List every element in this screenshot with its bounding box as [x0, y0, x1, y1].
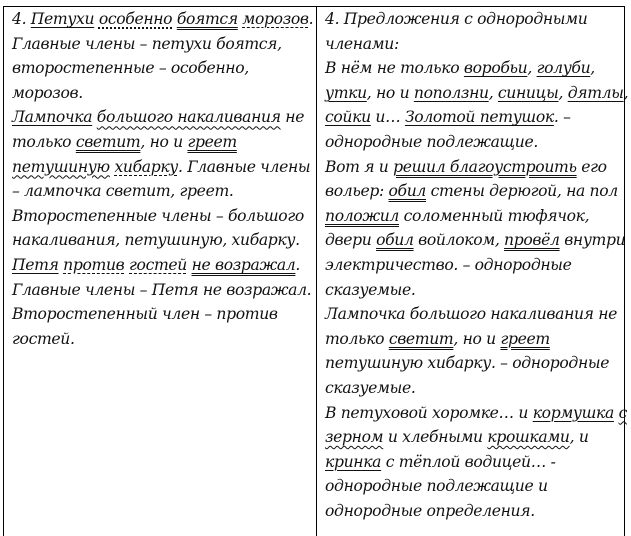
- text-line: [12, 81, 310, 106]
- text-segment: ,: [623, 83, 629, 102]
- text-segment: членами:: [325, 34, 399, 53]
- text-line: [12, 56, 310, 81]
- underlined-word: воробьи: [463, 59, 528, 78]
- text-line: [325, 105, 620, 130]
- text-line: [325, 499, 620, 524]
- underlined-word: большого накаливания: [96, 108, 281, 127]
- underlined-word: утки: [325, 83, 367, 102]
- underlined-word: с: [618, 403, 627, 422]
- text-line: [325, 425, 620, 450]
- underlined-word: Петя: [12, 255, 59, 274]
- text-line: [12, 155, 310, 180]
- text-line: [325, 179, 620, 204]
- text-line: [325, 376, 620, 401]
- underlined-word: Золотой петушок: [404, 108, 554, 127]
- text-line: [325, 56, 620, 81]
- text-segment: накаливания, петушиную, хибарку.: [12, 231, 300, 250]
- underlined-word: провёл: [504, 231, 560, 250]
- text-segment: однородные подлежащие.: [325, 132, 538, 151]
- text-line: [325, 7, 620, 32]
- text-segment: однородные подлежащие и: [325, 477, 548, 496]
- text-line: [325, 130, 620, 155]
- underlined-word: гостей: [129, 255, 187, 274]
- text-line: [325, 228, 626, 253]
- text-segment: соломенный тюфячок,: [399, 206, 590, 225]
- text-segment: 4. Предложения с однородными: [325, 10, 588, 28]
- text-segment: Второстепенный член – против: [12, 305, 278, 324]
- underlined-word: положил: [325, 206, 399, 225]
- text-segment: второстепенные – особенно,: [12, 59, 249, 78]
- text-segment: с тёплой водицей… -: [381, 452, 556, 471]
- underlined-word: греет: [187, 132, 237, 151]
- left-cell-sentence-analysis: [4, 7, 317, 536]
- text-line: [325, 155, 620, 180]
- underlined-word: сойки: [325, 108, 371, 127]
- text-segment: ,: [527, 59, 537, 78]
- text-line: [12, 179, 310, 204]
- underlined-word: крошками: [487, 428, 570, 447]
- text-line: [12, 32, 310, 57]
- text-segment: петушиную хибарку. – однородные: [325, 354, 610, 373]
- text-line: [325, 327, 620, 352]
- text-segment: электричество. – однородные: [325, 255, 572, 274]
- text-line: [12, 7, 314, 32]
- text-line: [325, 32, 620, 57]
- text-line: [325, 278, 620, 303]
- underlined-word: боятся: [176, 10, 238, 28]
- text-segment: и хлебными: [383, 428, 488, 447]
- underlined-word: дятлы: [567, 83, 624, 102]
- underlined-word: Лампочка: [12, 108, 93, 127]
- text-line: [325, 401, 627, 426]
- text-segment: вольер:: [325, 182, 389, 201]
- underlined-word: поползни: [413, 83, 489, 102]
- underlined-word: хибарку: [114, 157, 178, 176]
- underlined-word: особенно: [98, 10, 173, 28]
- text-segment: .: [295, 255, 300, 274]
- text-segment: и…: [370, 108, 405, 127]
- text-line: [325, 204, 620, 229]
- text-segment: Лампочка большого накаливания не: [325, 305, 618, 324]
- right-cell-homogeneous-members: [317, 7, 629, 536]
- text-segment: двери: [325, 231, 377, 250]
- text-segment: только: [12, 132, 76, 151]
- text-segment: – лампочка светит, греет.: [12, 182, 234, 201]
- text-line: [325, 474, 620, 499]
- text-segment: гостей.: [12, 329, 75, 348]
- text-segment: стены дерюгой, на пол: [426, 182, 618, 201]
- text-segment: .: [308, 10, 314, 28]
- underlined-word: морозов: [242, 10, 309, 28]
- text-segment: В нём не только: [325, 59, 464, 78]
- text-segment: , но и: [453, 329, 501, 348]
- underlined-word: кринка: [325, 452, 382, 471]
- underlined-word: решил благоустроить: [393, 157, 577, 176]
- underlined-word: светит: [388, 329, 454, 348]
- text-segment: войлоком,: [413, 231, 505, 250]
- underlined-word: Петухи: [30, 10, 95, 28]
- underlined-word: голуби: [536, 59, 591, 78]
- text-line: [325, 253, 620, 278]
- text-segment: . Главные члены: [177, 157, 311, 176]
- text-segment: Вот я и: [325, 157, 394, 176]
- underlined-word: против: [63, 255, 125, 274]
- text-segment: , и: [569, 428, 589, 447]
- text-segment: Главные члены – Петя не возражал.: [12, 280, 312, 299]
- text-segment: ,: [488, 83, 498, 102]
- underlined-word: обил: [376, 231, 414, 250]
- underlined-word: петушиную: [12, 157, 110, 176]
- text-segment: ,: [558, 83, 568, 102]
- text-segment: однородные определения.: [325, 501, 535, 520]
- text-line: [12, 278, 310, 303]
- text-line: [12, 327, 310, 352]
- underlined-word: обил: [388, 182, 426, 201]
- underlined-word: греет: [500, 329, 550, 348]
- text-line: [325, 302, 620, 327]
- text-line: [12, 228, 310, 253]
- text-segment: , но и: [140, 132, 188, 151]
- text-line: [325, 450, 620, 475]
- text-segment: . –: [553, 108, 571, 127]
- underlined-word: синицы: [497, 83, 559, 102]
- text-line: [12, 105, 310, 130]
- text-segment: внутри: [559, 231, 626, 250]
- text-segment: не: [280, 108, 305, 127]
- analysis-table: [3, 6, 629, 536]
- text-line: [12, 253, 310, 278]
- text-line: [12, 130, 310, 155]
- text-segment: морозов.: [12, 83, 83, 102]
- text-line: [12, 204, 310, 229]
- text-segment: В петуховой хоромке… и: [325, 403, 533, 422]
- text-line: [325, 351, 620, 376]
- text-line: [325, 81, 629, 106]
- underlined-word: светит: [75, 132, 141, 151]
- text-segment: только: [325, 329, 389, 348]
- underlined-word: зерном: [325, 428, 384, 447]
- text-segment: 4.: [12, 10, 31, 28]
- text-segment: Второстепенные члены – большого: [12, 206, 304, 225]
- text-segment: его: [576, 157, 607, 176]
- underlined-word: не возражал: [191, 255, 296, 274]
- text-segment: , но и: [366, 83, 414, 102]
- text-segment: сказуемые.: [325, 280, 416, 299]
- text-line: [12, 302, 310, 327]
- text-segment: Главные члены – петухи боятся,: [12, 34, 282, 53]
- text-segment: сказуемые.: [325, 378, 416, 397]
- underlined-word: кормушка: [532, 403, 614, 422]
- text-segment: ,: [590, 59, 595, 78]
